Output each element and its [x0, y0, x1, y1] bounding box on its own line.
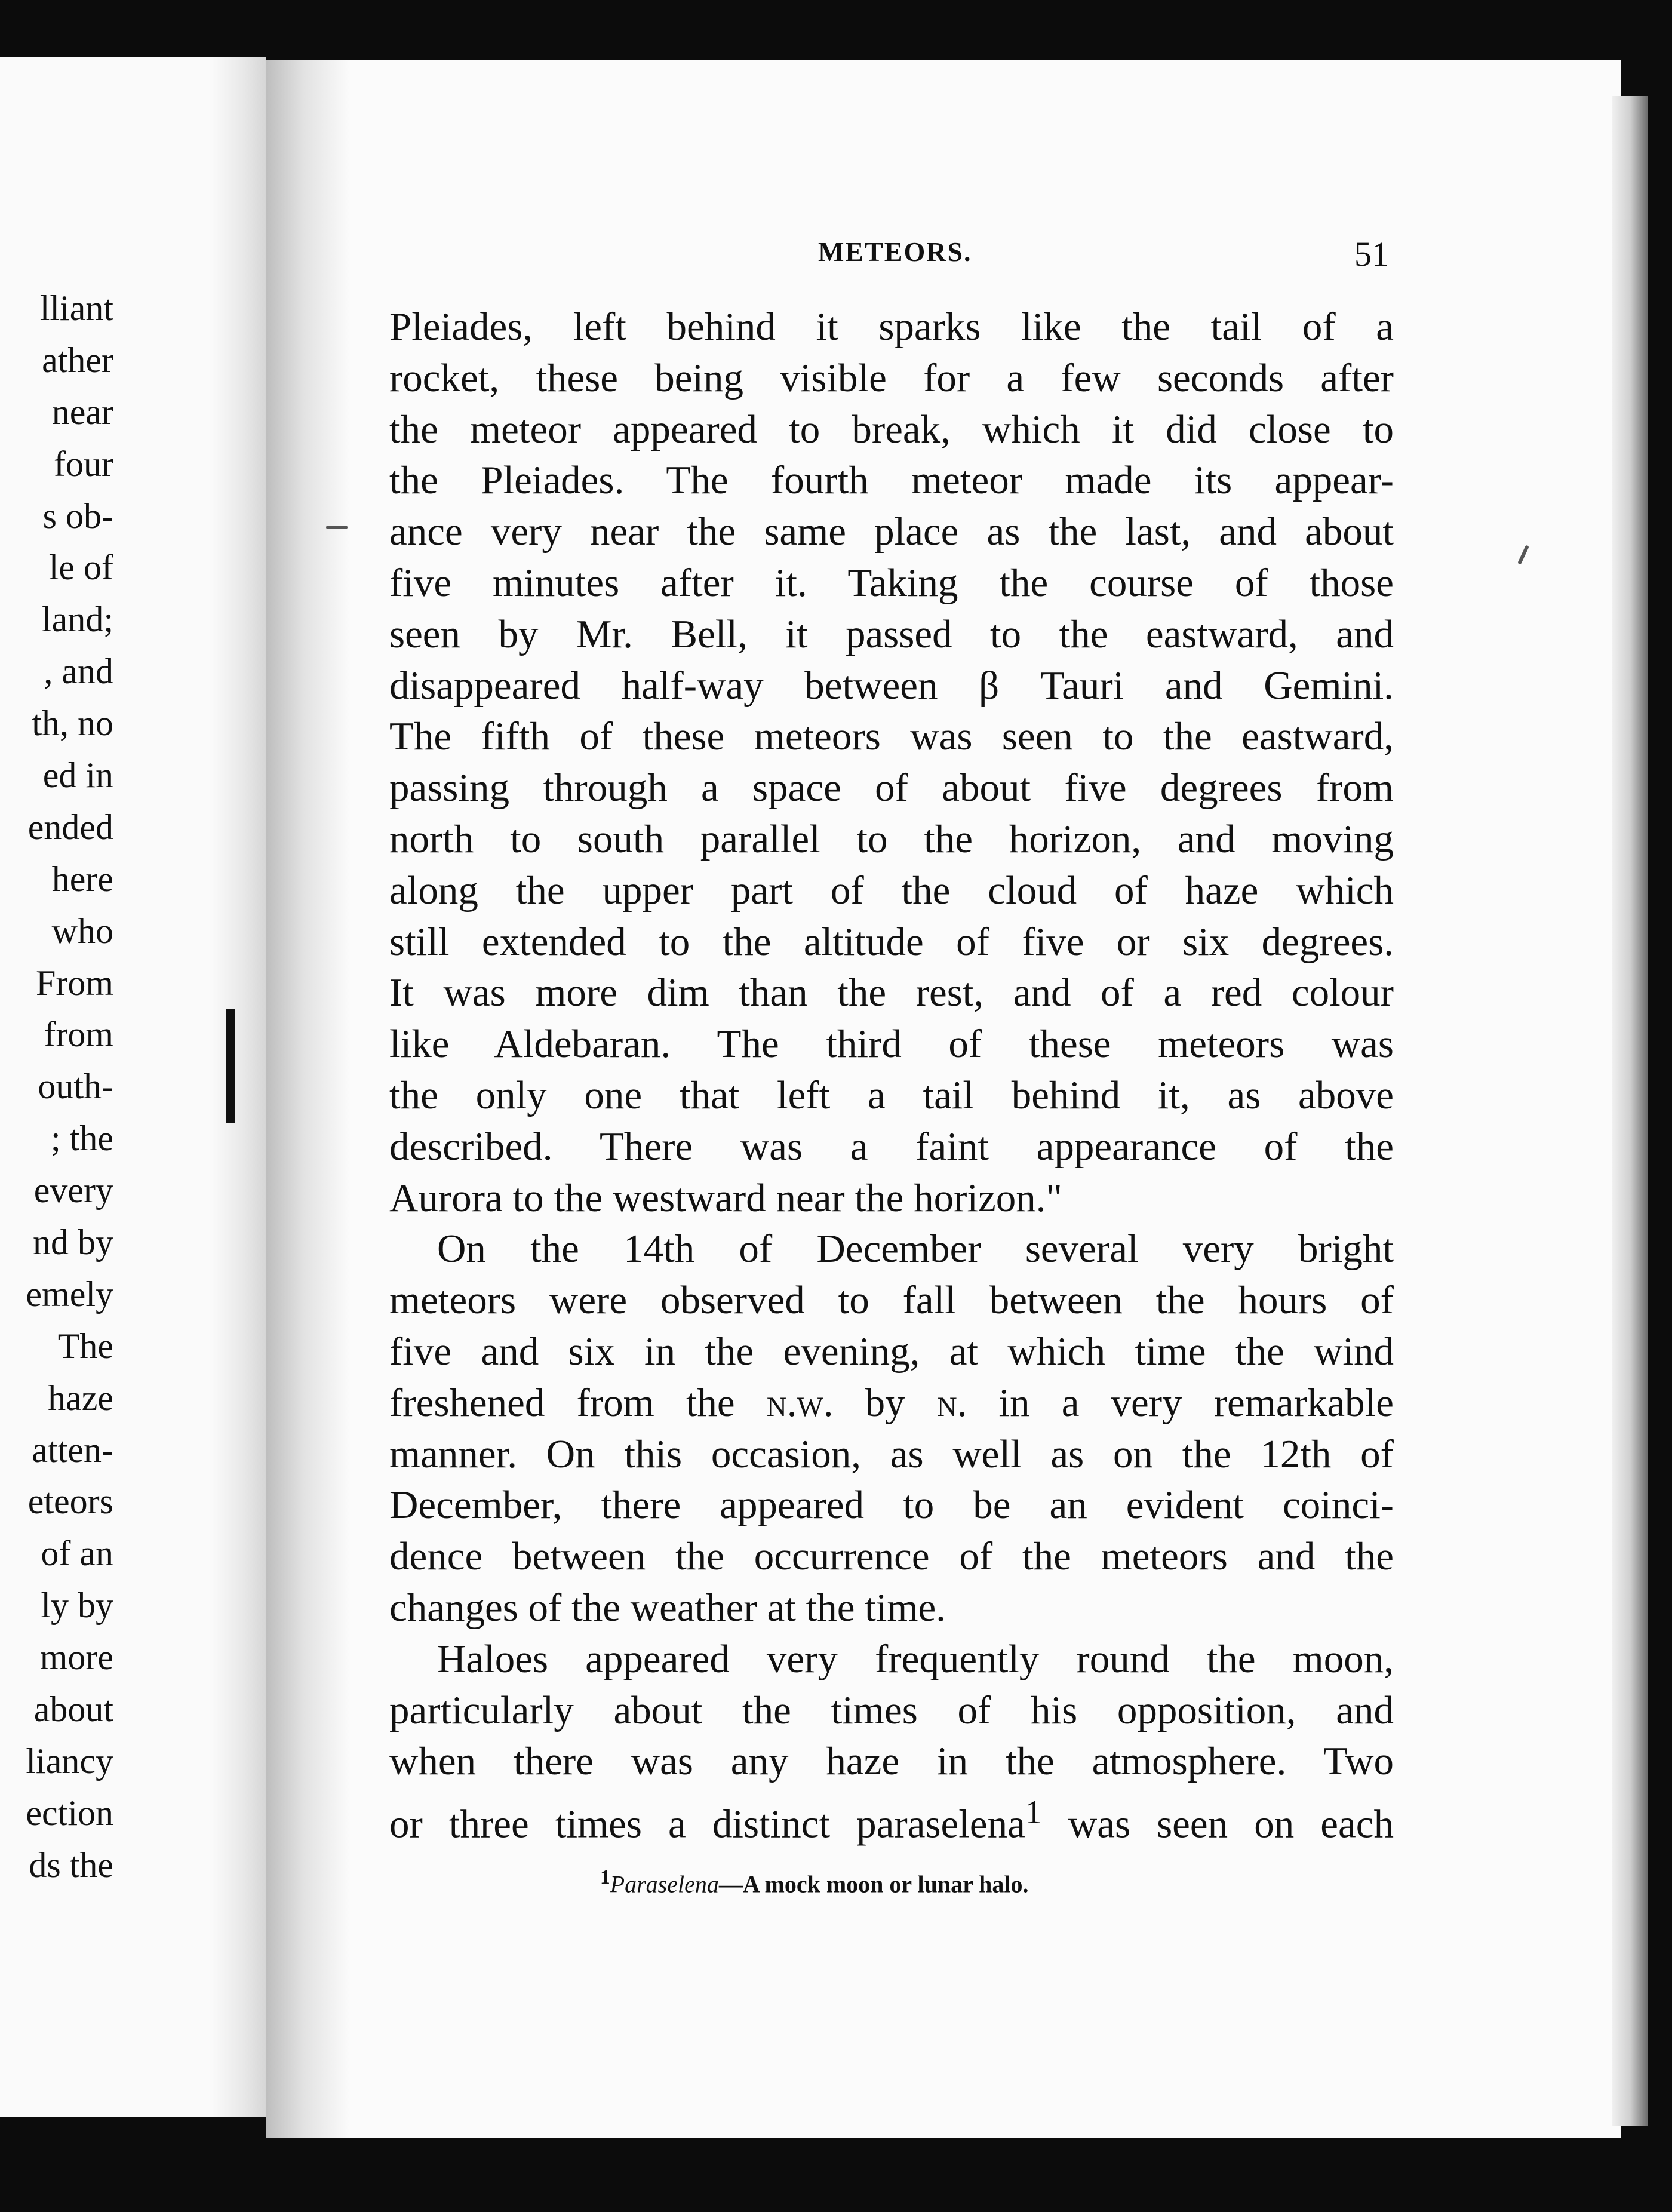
margin-speck [326, 526, 348, 529]
left-page-line-fragment: ed in [42, 755, 113, 795]
compass-direction: n.w. [766, 1380, 834, 1425]
text-line: Pleiades, left behind it sparks like the tail of a [389, 305, 1394, 349]
text-line: dence between the occurrence of the meteors and the [389, 1534, 1394, 1579]
text-run: was seen on each [1041, 1802, 1394, 1847]
text-line: ance very near the same place as the last, and about [389, 509, 1394, 554]
left-page-line-fragment: who [51, 911, 113, 951]
text-line: when there was any haze in the atmosphere. Two [389, 1739, 1394, 1784]
left-page-line-fragment: , and [44, 652, 113, 692]
left-page-line-fragment: s ob- [42, 496, 113, 536]
left-page-gutter [212, 57, 266, 2117]
text-line: December, there appeared to be an evident coinci- [389, 1483, 1394, 1528]
footnote-term: Paraselena [610, 1870, 719, 1898]
text-line: seen by Mr. Bell, it passed to the eastward, and [389, 612, 1394, 656]
left-page-line-fragment: near [51, 392, 113, 432]
left-page-line-fragment: From [35, 963, 113, 1003]
text-line: along the upper part of the cloud of haze which [389, 868, 1394, 913]
left-page-line-fragment: from [44, 1015, 113, 1055]
left-page-line-fragment: liancy [26, 1741, 113, 1781]
left-page-line-fragment: lliant [39, 288, 113, 328]
left-page-line-fragment: four [54, 444, 113, 484]
running-head: METEORS. [818, 236, 972, 267]
footnote [600, 1866, 1028, 1898]
text-line: the Pleiades. The fourth meteor made its appear- [389, 458, 1394, 503]
left-page-line-fragment: ather [42, 340, 113, 380]
footnote-definition: —A mock moon or lunar halo. [718, 1870, 1029, 1898]
left-page-line-fragment: every [33, 1170, 113, 1211]
text-line: described. There was a faint appearance of the [389, 1124, 1394, 1169]
left-page-line-fragment: haze [48, 1378, 113, 1418]
left-page-line-fragment: le of [48, 548, 113, 588]
left-page-line-fragment: of an [41, 1534, 113, 1574]
left-page-line-fragment: The [57, 1326, 113, 1366]
footnote-marker: 1 [600, 1866, 610, 1888]
left-page-line-fragment: emely [26, 1274, 113, 1314]
text-line: north to south parallel to the horizon, and moving [389, 816, 1394, 861]
left-page-line-fragment: about [33, 1689, 113, 1729]
left-page-line-fragment: here [51, 859, 113, 899]
right-page-gutter [266, 60, 349, 2138]
footnote-reference: 1 [1025, 1794, 1042, 1832]
text-line: still extended to the altitude of five or six degrees. [389, 919, 1394, 964]
left-page-line-fragment: ly by [41, 1586, 113, 1626]
left-page-line-fragment: outh- [38, 1067, 113, 1107]
text-run: by [833, 1380, 937, 1425]
text-line: meteors were observed to fall between the hours of [389, 1278, 1394, 1323]
text-line: Aurora to the westward near the horizon." [389, 1175, 1062, 1220]
left-page-line-fragment: land; [42, 600, 113, 640]
text-line: particularly about the times of his opposition, and [389, 1688, 1394, 1732]
text-line [389, 1378, 1394, 1429]
text-line: The fifth of these meteors was seen to the eastward, [389, 714, 1394, 759]
text-line: Haloes appeared very frequently round the moon, [437, 1636, 1394, 1681]
text-run: in a very remarkable [967, 1380, 1394, 1425]
left-page-line-fragment: nd by [33, 1222, 113, 1262]
left-page-line-fragment: ended [27, 807, 113, 847]
text-line: five and six in the evening, at which time the wind [389, 1329, 1394, 1374]
body-text [389, 302, 1394, 1847]
left-page-line-fragment: more [39, 1638, 113, 1678]
text-line: passing through a space of about five degrees from [389, 766, 1394, 810]
page-number: 51 [1354, 235, 1389, 274]
text-line: changes of the weather at the time. [389, 1585, 946, 1630]
text-line: the only one that left a tail behind it, as above [389, 1073, 1394, 1117]
left-page-line-fragment: atten- [32, 1430, 113, 1470]
text-line: rocket, these being visible for a few seconds after [389, 355, 1394, 400]
left-page-line-fragment: th, no [32, 703, 113, 744]
text-line [389, 1787, 1394, 1847]
text-line: five minutes after it. Taking the course of those [389, 560, 1394, 605]
gutter-shadow-mark [226, 1009, 235, 1123]
text-run: or three times a distinct paraselena [389, 1802, 1025, 1847]
text-run: freshened from the [389, 1380, 767, 1425]
compass-direction: n. [936, 1380, 967, 1425]
left-page-line-fragment: ; the [51, 1119, 113, 1159]
left-page-line-fragment: ds the [29, 1845, 113, 1885]
text-line: disappeared half-way between β Tauri and Gemini. [389, 663, 1394, 708]
text-line: On the 14th of December several very bright [437, 1227, 1394, 1271]
text-line: like Aldebaran. The third of these meteors was [389, 1022, 1394, 1067]
text-line: the meteor appeared to break, which it did close to [389, 407, 1394, 451]
page-edge [1612, 96, 1648, 2126]
left-page-line-fragment: eteors [27, 1482, 113, 1522]
left-page-line-fragment: ection [26, 1793, 113, 1833]
text-line: manner. On this occasion, as well as on the 12th of [389, 1431, 1394, 1476]
text-line: It was more dim than the rest, and of a red colour [389, 970, 1394, 1015]
left-page-text-fragments [0, 282, 113, 1891]
